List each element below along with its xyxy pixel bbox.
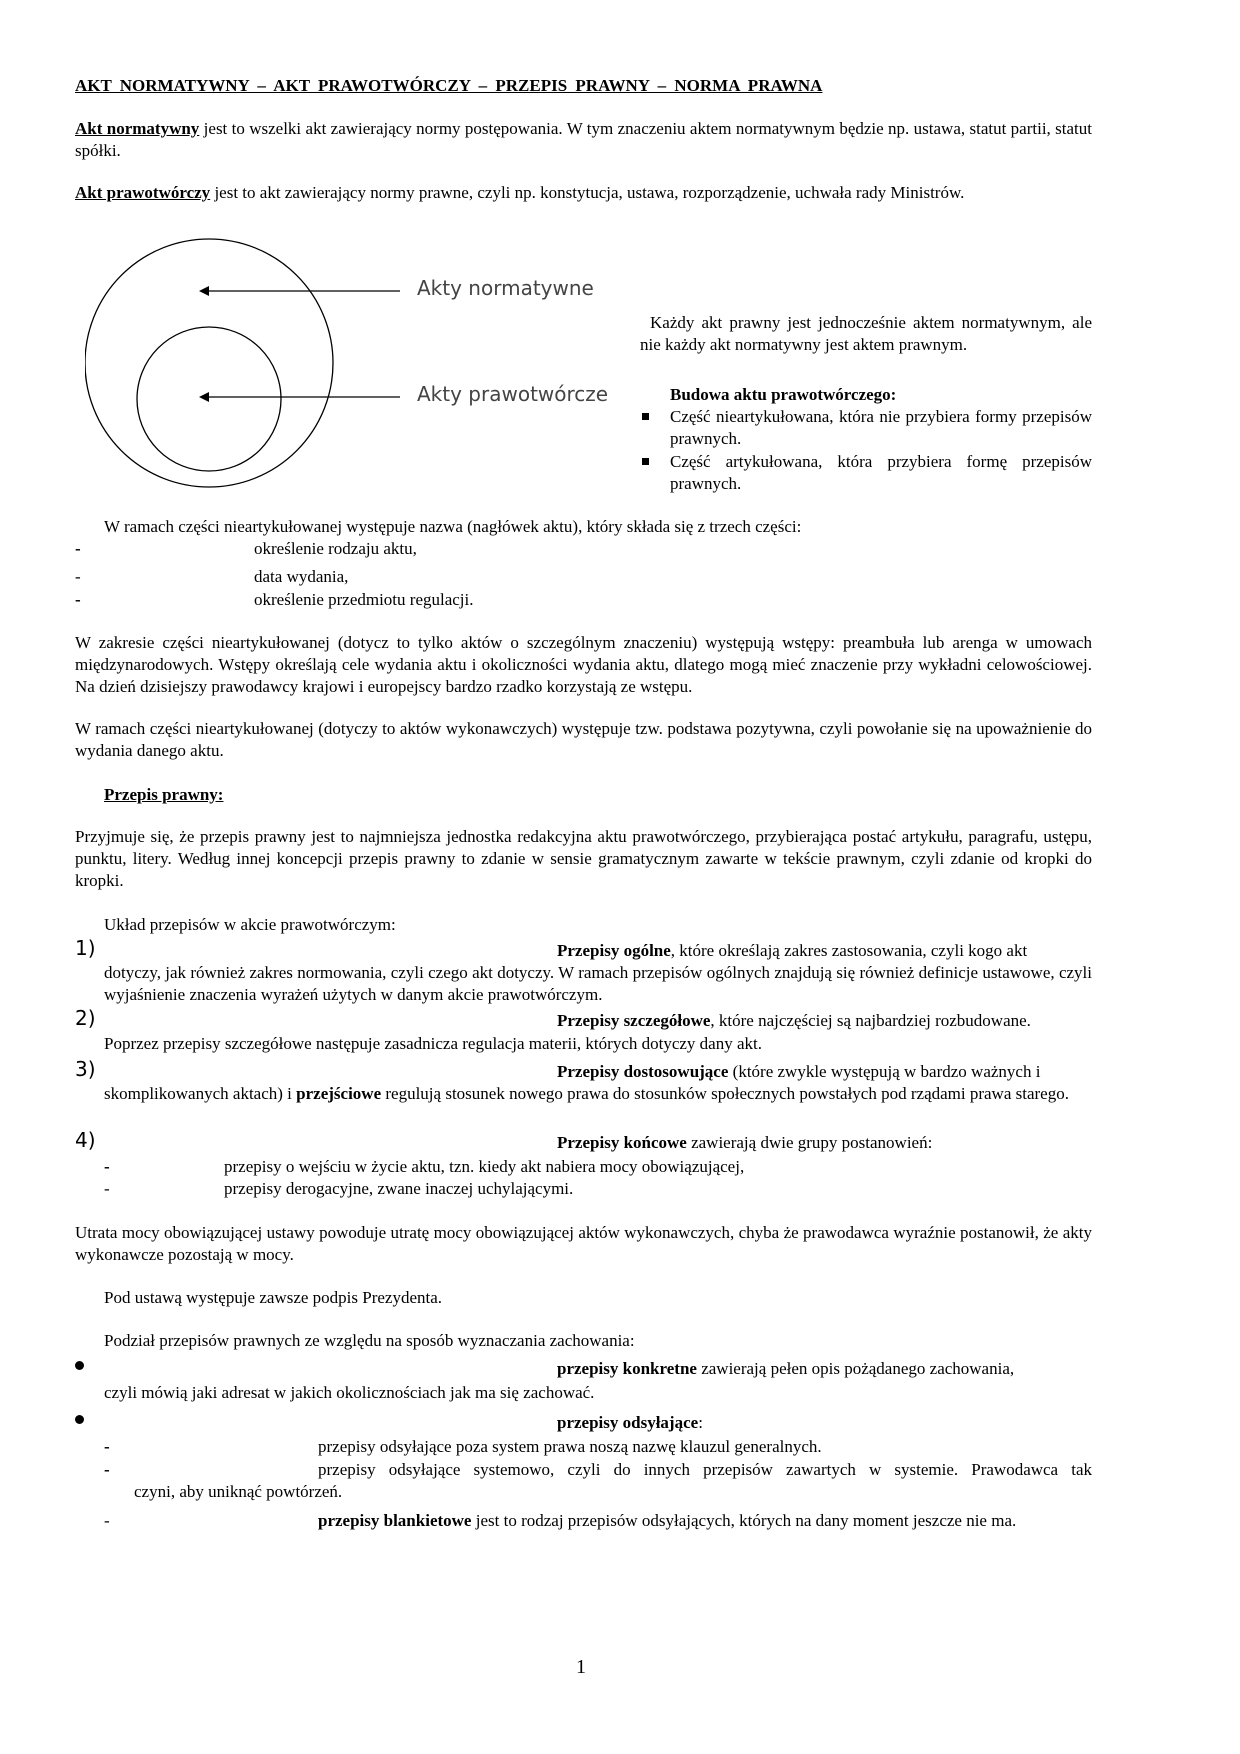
round-bullet-icon: [75, 1361, 84, 1370]
odsylajace-subitem-cont: czyni, aby uniknąć powtórzeń.: [134, 1482, 343, 1501]
podzial-konkretne-body: czyli mówią jaki adresat w jakich okolicznościach jak ma się zachować.: [104, 1383, 595, 1402]
uklad-intro: Układ przepisów w akcie prawotwórczym:: [104, 915, 396, 934]
podzial-odsylajace: [557, 1412, 703, 1434]
podzial-blankietowe: [318, 1510, 1016, 1532]
paragraph-utrata: Utrata mocy obowiązującej ustawy powoduje utratę mocy obowiązującej aktów wykonawczych, chyba że prawodawca wyraźnie postanowił, że akty wykonawcze pozostają w mocy.: [75, 1223, 1092, 1264]
naglowek-item: data wydania,: [254, 567, 349, 586]
square-bullet-icon: [642, 413, 649, 420]
dash-marker: -: [75, 539, 81, 558]
round-bullet-icon: [75, 1415, 84, 1424]
arrow-left-icon: [199, 286, 209, 296]
bold-term: przepisy odsyłające: [557, 1413, 699, 1432]
item-text: zawierają dwie grupy postanowień:: [686, 1133, 933, 1152]
odsylajace-subitem: przepisy odsyłające systemowo, czyli do innych przepisów zawartych w systemie. Prawodawca tak: [318, 1460, 1092, 1479]
list-number: 3): [75, 1057, 96, 1081]
bold-term: Przepisy szczegółowe: [557, 1011, 711, 1030]
bold-term: Przepisy końcowe: [557, 1133, 687, 1152]
budowa-heading: Budowa aktu prawotwórczego:: [670, 385, 897, 404]
bold-term: Przepisy dostosowujące: [557, 1062, 729, 1081]
dash-marker: -: [104, 1437, 110, 1456]
side-note: Każdy akt prawny jest jednocześnie aktem normatywnym, ale nie każdy akt normatywny jest aktem prawnym.: [640, 313, 1092, 354]
uklad-item-head: [557, 1010, 1031, 1032]
item-text: :: [698, 1413, 703, 1432]
item-text: jest to rodzaj przepisów odsyłających, których na dany moment jeszcze nie ma.: [471, 1511, 1017, 1530]
bold-term: Przepisy ogólne: [557, 941, 671, 960]
term-akt-normatywny: Akt normatywny: [75, 119, 200, 138]
uklad-item-head: [557, 940, 1027, 962]
bold-term: przejściowe: [296, 1084, 382, 1103]
przepis-definition: Przyjmuje się, że przepis prawny jest to najmniejsza jednostka redakcyjna aktu prawotwórczego, przybierająca postać artykułu, paragrafu, ustępu, punktu, litery. Według innej koncepcji przepis prawny to zdanie w sensie gramatycznym zawarte w tekście prawnym, czyli zdanie od kropki do kropki.: [75, 827, 1092, 890]
bold-term: przepisy blankietowe: [318, 1511, 472, 1530]
page-number: 1: [576, 1656, 586, 1678]
item-text: , które określają zakres zastosowania, czyli kogo akt: [670, 941, 1028, 960]
paragraph-podstawa: W ramach części nieartykułowanej (dotyczy to aktów wykonawczych) występuje tzw. podstawa pozytywna, czyli powołanie się na upoważnienie do wydania danego aktu.: [75, 719, 1092, 760]
uklad-item-head: [557, 1061, 1040, 1083]
podzial-intro: Podział przepisów prawnych ze względu na sposób wyznaczania zachowania:: [104, 1331, 635, 1350]
uklad-item-body: Poprzez przepisy szczegółowe następuje zasadnicza regulacja materii, których dotyczy dany akt.: [104, 1034, 762, 1053]
item-text: regulują stosunek nowego prawa do stosunków społecznych powstałych pod rządami prawa starego.: [381, 1084, 1069, 1103]
dash-marker: -: [104, 1511, 110, 1530]
diagram-graphic: [85, 235, 415, 495]
label-akty-prawotworcze: Akty prawotwórcze: [417, 382, 609, 406]
list-number: 4): [75, 1128, 96, 1152]
dash-marker: -: [75, 567, 81, 586]
item-text: zawierają pełen opis pożądanego zachowania,: [696, 1359, 1015, 1378]
uklad-item-body: dotyczy, jak również zakres normowania, czyli czego akt dotyczy. W ramach przepisów ogólnych znajdują się również definicje ustawowe, czyli wyjaśnienie znaczenia wyrażeń użytych w danym akcie prawotwórczym.: [104, 963, 1092, 1004]
label-akty-normatywne: Akty normatywne: [417, 276, 594, 300]
budowa-item: Część artykułowana, która przybiera formę przepisów prawnych.: [670, 452, 1092, 493]
uklad-item-body: [104, 1083, 1092, 1105]
list-number: 1): [75, 936, 96, 960]
przepis-heading: Przepis prawny:: [104, 785, 224, 804]
uklad-item-head: [557, 1132, 932, 1154]
item-text: , które najczęściej są najbardziej rozbudowane.: [710, 1011, 1031, 1030]
koncowe-subitem: przepisy o wejściu w życie aktu, tzn. kiedy akt nabiera mocy obowiązującej,: [224, 1157, 745, 1176]
paragraph-podpis: Pod ustawą występuje zawsze podpis Prezydenta.: [104, 1288, 443, 1307]
definition-akt-prawotworczy: [75, 182, 1092, 204]
list-number: 2): [75, 1006, 96, 1030]
paragraph-wstepy: W zakresie części nieartykułowanej (dotycz to tylko aktów o szczególnym znaczeniu) występują wstępy: preambuła lub arenga w umowach międzynarodowych. Wstępy określają cele wydania aktu i okoliczności wydania aktu, dlatego mogą mieć znaczenie przy wykładni celowościowej. Na dzień dzisiejszy prawodawcy krajowi i europejscy bardzo rzadko korzystają ze wstępu.: [75, 633, 1092, 696]
nested-circles-diagram: [85, 235, 645, 495]
outer-circle: [85, 239, 333, 487]
naglowek-item: określenie rodzaju aktu,: [254, 539, 417, 558]
odsylajace-subitem: przepisy odsyłające poza system prawa noszą nazwę klauzul generalnych.: [318, 1437, 822, 1456]
bold-term: przepisy konkretne: [557, 1359, 697, 1378]
item-text: skomplikowanych aktach) i: [104, 1084, 297, 1103]
term-akt-prawotworczy: Akt prawotwórczy: [75, 183, 211, 202]
item-text: (które zwykle występują w bardzo ważnych i: [728, 1062, 1041, 1081]
arrow-left-icon: [199, 392, 209, 402]
naglowek-item: określenie przedmiotu regulacji.: [254, 590, 474, 609]
dash-marker: -: [104, 1460, 110, 1479]
definition-text: jest to akt zawierający normy prawne, czyli np. konstytucja, ustawa, rozporządzenie, uchwała rady Ministrów.: [210, 183, 965, 202]
koncowe-subitem: przepisy derogacyjne, zwane inaczej uchylającymi.: [224, 1179, 574, 1198]
definition-akt-normatywny: [75, 118, 1092, 162]
naglowek-intro: W ramach części nieartykułowanej występuje nazwa (nagłówek aktu), który składa się z trzech części:: [104, 517, 802, 536]
page-title: AKT NORMATYWNY – AKT PRAWOTWÓRCZY – PRZEPIS PRAWNY – NORMA PRAWNA: [75, 76, 823, 95]
square-bullet-icon: [642, 458, 649, 465]
dash-marker: -: [104, 1157, 110, 1176]
budowa-item: Część nieartykułowana, która nie przybiera formy przepisów prawnych.: [670, 407, 1092, 448]
dash-marker: -: [104, 1179, 110, 1198]
dash-marker: -: [75, 590, 81, 609]
podzial-konkretne: [557, 1358, 1014, 1380]
definition-text: jest to wszelki akt zawierający normy postępowania. W tym znaczeniu aktem normatywnym będzie np. ustawa, statut partii, statut spółki.: [75, 119, 1092, 160]
